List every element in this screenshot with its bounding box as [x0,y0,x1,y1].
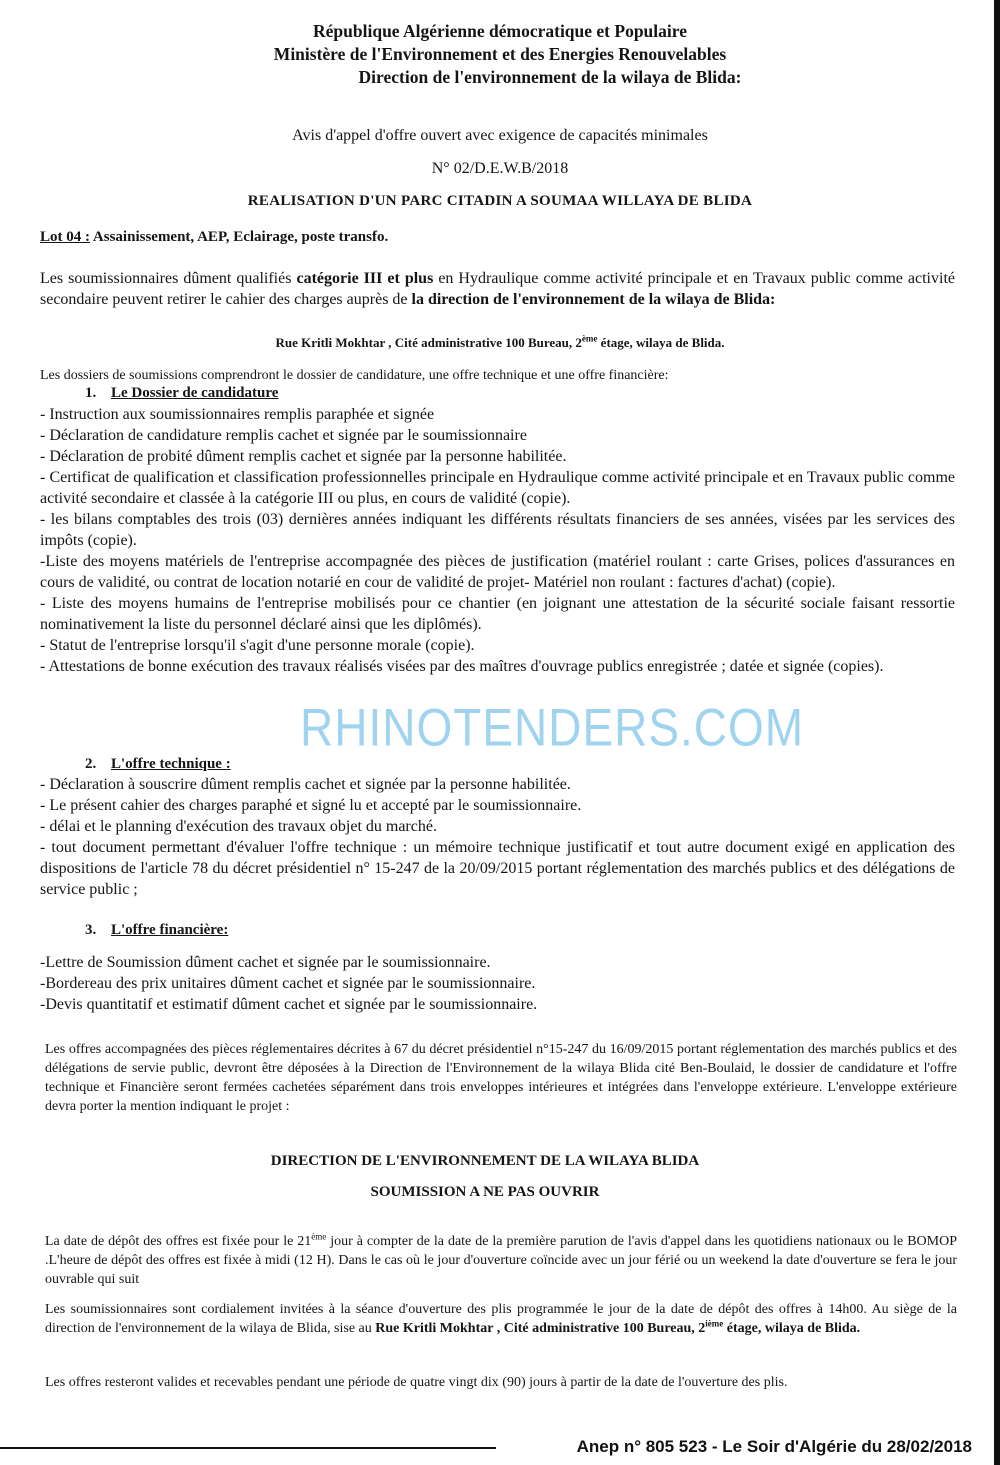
header-direction: Direction de l'environnement de la wilaya de Blida: [358,67,742,87]
address-text-a: Rue Kritli Mokhtar , Cité administrative 100 Bureau, 2 [275,335,582,350]
intro-text-c: en Hydraulique comme activité principale et en Travaux public comme activité secondaire peuvent retirer le cahier des charges auprès de [40,270,955,308]
submission-paragraph: Les offres accompagnées des pièces réglementaires décrites à 67 du décret présidentiel n°15-247 du 16/09/2015 portant réglementation des marchés publics et des délégations de servie public, devront être déposées à la Direction de l'Environnement de la wilaya Blida cité Ben-Boulaid, le dossier de candidature et l'offre technique et Financière seront fermées cachetées séparément dans trois enveloppes intérieures et intégrées dans l'enveloppe extérieure. L'enveloppe extérieure devra porter la mention indiquant le projet : [45,1042,957,1114]
list-item: - tout document permettant d'évaluer l'offre technique : un mémoire technique justificatif et tout autre document exigé en application des dispositions de l'article 78 du décret présidentiel n° 15-247 de la 20/09/2015 portant réglementation des marchés publics et des délégations de service public ; [40,839,955,898]
intro-paragraph [40,268,955,310]
list-item: - Attestations de bonne exécution des travaux réalisés visées par des maîtres d'ouvrage publics enregistrée ; datée et signée (copies). [40,658,884,675]
list-item: - les bilans comptables des trois (03) dernières années indiquant les différents résultats financiers de ses années, visées par les services des impôts (copie). [40,511,955,549]
intro-text-a: Les soumissionnaires dûment qualifiés [40,270,297,287]
section-2-list [40,774,955,900]
notice-number: N° 02/D.E.W.B/2018 [431,160,569,177]
section-3-list [40,952,955,1015]
footer-rule [0,1447,496,1449]
envelope-do-not-open: SOUMISSION A NE PAS OUVRIR [370,1184,600,1200]
list-item: - Déclaration de candidature remplis cachet et signée par le soumissionnaire [40,427,527,444]
list-item: - Déclaration de probité dûment remplis cachet et signée par la personne habilitée. [40,448,567,465]
intro-category: catégorie III et plus [296,270,434,287]
list-item: - délai et le planning d'exécution des travaux objet du marché. [40,818,437,835]
watermark: RHINOTENDERS.COM [300,697,805,757]
list-item: - Liste des moyens humains de l'entreprise mobilisés pour ce chantier (en joignant une attestation de la sécurité sociale faisant ressortie nominativement la liste du personnel déclaré ainsi que les diplômés). [40,595,955,633]
address-text-b: étage, wilaya de Blida. [597,335,725,350]
section-2-number: 2. [85,756,97,772]
intro-address [0,335,1000,351]
lot-label: Lot 04 : [40,229,90,245]
deadline-text-b: jour à compter de la date de la première parution de l'avis d'appel dans les quotidiens nationaux ou le BOMOP .L'heure de dépôt des offres est fixée à midi (12 H). Dans le cas où le jour d'ouverture coïncide avec un jour férié ou un weekend la date d'ouverture se fera le jour ouvrable qui suit [45,1234,957,1287]
deadline-sup: ème [311,1231,327,1242]
list-item: - Certificat de qualification et classification professionnelles principale en Hydraulique comme activité principale et en Travaux public comme activité secondaire et classée à la catégorie III ou plus, en cours de validité (copie). [40,469,955,507]
section-2-title: L'offre technique : [111,756,231,772]
list-item: - Statut de l'entreprise lorsqu'il s'agit d'une personne morale (copie). [40,637,475,654]
list-item: -Bordereau des prix unitaires dûment cachet et signée par le soumissionnaire. [40,975,536,992]
opening-address-end: étage, wilaya de Blida. [723,1321,861,1336]
section-3-number: 3. [85,922,97,938]
right-edge-border [994,0,1000,1465]
dossier-intro: Les dossiers de soumissions comprendront le dossier de candidature, une offre technique et une offre financière: [40,368,669,383]
section-3-title: L'offre financière: [111,922,229,938]
opening-address: Rue Kritli Mokhtar , Cité administrative 100 Bureau, 2 [375,1321,706,1336]
section-1-list [40,404,955,677]
section-2-heading [85,756,231,773]
project-title: REALISATION D'UN PARC CITADIN A SOUMAA WILLAYA DE BLIDA [247,193,753,209]
address-sup: ème [581,333,598,344]
section-1-heading [85,385,278,402]
list-item: - Instruction aux soumissionnaires remplis paraphée et signée [40,406,435,423]
list-item: - Le présent cahier des charges paraphé et signé lu et accepté par le soumissionnaire. [40,797,582,814]
lot-text: Assainissement, AEP, Eclairage, poste transfo. [90,229,389,245]
envelope-direction: DIRECTION DE L'ENVIRONNEMENT DE LA WILAYA BLIDA [270,1153,700,1169]
deadline-paragraph [45,1232,957,1289]
list-item: - Déclaration à souscrire dûment remplis cachet et signée par la personne habilitée. [40,776,571,793]
section-1-number: 1. [85,385,97,401]
header-ministry: Ministère de l'Environnement et des Energies Renouvelables [273,44,727,64]
lot-line [40,227,388,247]
header-republic: République Algérienne démocratique et Populaire [313,21,687,41]
list-item: -Devis quantitatif et estimatif dûment cachet et signée par le soumissionnaire. [40,996,538,1013]
section-3-heading [85,922,228,939]
footer-publication: Anep n° 805 523 - Le Soir d'Algérie du 28/02/2018 [573,1436,972,1458]
opening-sup: ième [705,1318,724,1329]
validity-paragraph: Les offres resteront valides et recevables pendant une période de quatre vingt dix (90) jours à partir de la date de l'ouverture des plis. [45,1375,788,1390]
list-item: -Lettre de Soumission dûment cachet et signée par le soumissionnaire. [40,954,491,971]
opening-text-a: Les soumissionnaires sont cordialement invitées à la séance d'ouverture des plis programmée le jour de la date de dépôt des offres à 14h00. Au siège de la direction de l'environnement de la wilaya de Blida, sise au [45,1302,957,1336]
notice-title: Avis d'appel d'offre ouvert avec exigence de capacités minimales [292,127,708,144]
section-1-title: Le Dossier de candidature [111,385,279,401]
intro-direction: la direction de l'environnement de la wilaya de Blida: [411,291,776,308]
list-item: -Liste des moyens matériels de l'entreprise accompagnée des pièces de justification (matériel roulant : carte Grises, polices d'assurances en cours de validité, ou contrat de location notarié en cour de validité de projet- Matériel non roulant : factures d'achat) (copie). [40,553,955,591]
deadline-text-a: La date de dépôt des offres est fixée pour le 21 [45,1234,312,1249]
opening-paragraph [45,1300,957,1338]
